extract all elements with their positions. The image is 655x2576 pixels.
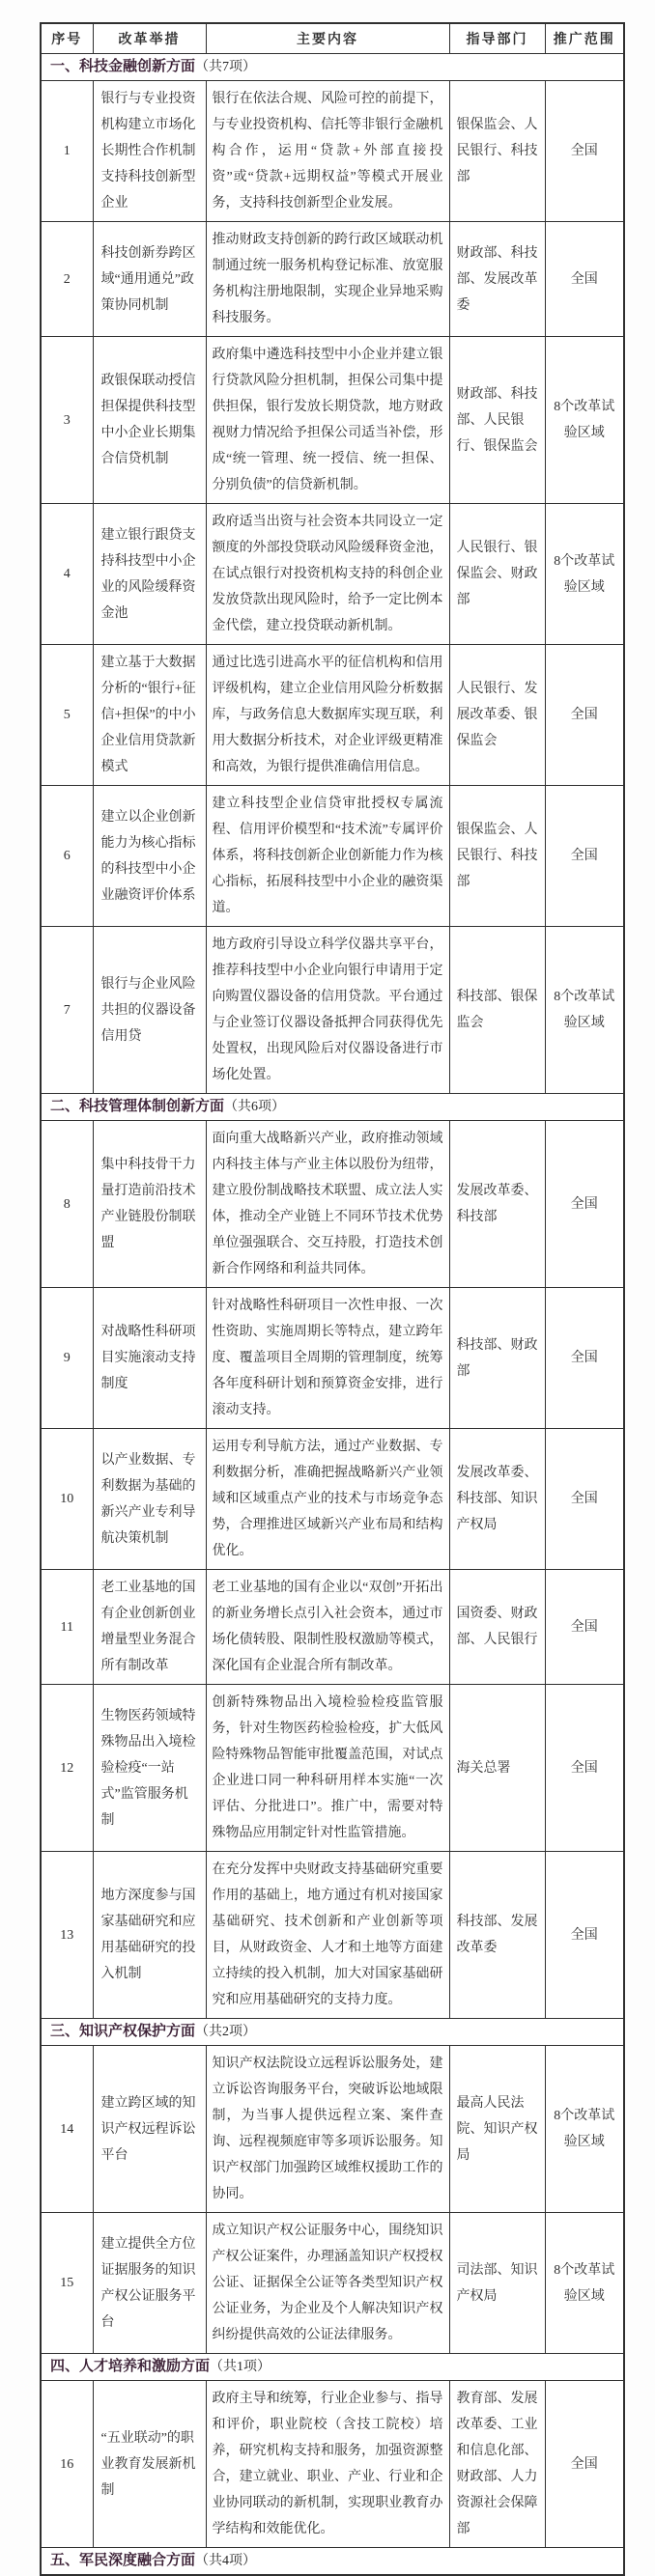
- row-number-cell: 5: [41, 645, 93, 786]
- row-number-cell: 7: [41, 927, 93, 1094]
- row-number-cell: 4: [41, 504, 93, 645]
- content-cell: 地方政府引导设立科学仪器共享平台，推荐科技型中小企业向银行申请用于定向购置仪器设备的信用贷款。平台通过与企业签订仪器设备抵押合同获得优先处置权，出现风险后对仪器设备进行市场化处置。: [206, 927, 449, 1094]
- department-cell: 银保监会、人民银行、科技部: [449, 786, 545, 927]
- section-count: （共1项）: [210, 2360, 271, 2374]
- column-header-4: 推广范围: [545, 23, 624, 54]
- content-cell: 知识产权法院设立远程诉讼服务处，建立诉讼咨询服务平台，突破诉讼地域限制，为当事人提供远程立案、案件查询、远程视频庭审等多项诉讼服务。知识产权部门加强跨区域维权援助工作的协同。: [206, 2046, 449, 2213]
- scope-cell: 全国: [545, 1429, 624, 1570]
- row-number-cell: 9: [41, 1288, 93, 1429]
- row-number-cell: 12: [41, 1685, 93, 1852]
- column-header-3: 指导部门: [449, 23, 545, 54]
- measure-cell: 以产业数据、专利数据为基础的新兴产业专利导航决策机制: [93, 1429, 206, 1570]
- section-title: 一、科技金融创新方面: [50, 59, 196, 74]
- table-row: [41, 222, 624, 337]
- content-cell: 银行在依法合规、风险可控的前提下，与专业投资机构、信托等非银行金融机构合作，运用“贷款+外部直接投资”或“贷款+远期权益”等模式开展业务，支持科技创新型企业发展。: [206, 81, 449, 222]
- row-number-cell: 3: [41, 337, 93, 504]
- table-row: [41, 504, 624, 645]
- scope-cell: 全国: [545, 1570, 624, 1685]
- section-title: 四、人才培养和激励方面: [50, 2359, 211, 2374]
- row-number-cell: 6: [41, 786, 93, 927]
- scope-cell: 全国: [545, 2381, 624, 2548]
- section-header-cell: [41, 2354, 624, 2381]
- section-header-cell: [41, 54, 624, 81]
- section-count: （共6项）: [224, 1100, 286, 1114]
- section-header-row: [41, 2019, 624, 2046]
- scope-cell: 8个改革试验区域: [545, 337, 624, 504]
- table-row: [41, 1121, 624, 1288]
- row-number-cell: 2: [41, 222, 93, 337]
- table-row: [41, 2213, 624, 2354]
- measure-cell: 银行与专业投资机构建立市场化长期性合作机制支持科技创新型企业: [93, 81, 206, 222]
- department-cell: 国资委、财政部、人民银行: [449, 1570, 545, 1685]
- section-count: （共4项）: [195, 2554, 257, 2568]
- row-number-cell: 8: [41, 1121, 93, 1288]
- content-cell: 运用专利导航方法，通过产业数据、专利数据分析，准确把握战略新兴产业领域和区域重点产业的技术与市场竞争态势，合理推进区域新兴产业布局和结构优化。: [206, 1429, 449, 1570]
- table-row: [41, 81, 624, 222]
- department-cell: 科技部、发展改革委: [449, 1852, 545, 2019]
- content-cell: 政府集中遴选科技型中小企业并建立银行贷款风险分担机制，担保公司集中提供担保，银行发放长期贷款，地方财政视财力情况给予担保公司适当补偿，形成“统一管理、统一授信、统一担保、分别负债”的信贷新机制。: [206, 337, 449, 504]
- reform-measures-table: [40, 22, 625, 2576]
- section-count: （共2项）: [195, 2025, 257, 2039]
- table-row: [41, 1570, 624, 1685]
- scope-cell: 8个改革试验区域: [545, 504, 624, 645]
- section-header-cell: [41, 2019, 624, 2046]
- measure-cell: 老工业基地的国有企业创新创业增量型业务混合所有制改革: [93, 1570, 206, 1685]
- department-cell: 教育部、发展改革委、工业和信息化部、财政部、人力资源社会保障部: [449, 2381, 545, 2548]
- content-cell: 政府适当出资与社会资本共同设立一定额度的外部投贷联动风险缓释资金池，在试点银行对投资机构支持的科创企业发放贷款出现风险时，给予一定比例本金代偿，建立投贷联动新机制。: [206, 504, 449, 645]
- content-cell: 通过比选引进高水平的征信机构和信用评级机构，建立企业信用风险分析数据库，与政务信息大数据库实现互联，利用大数据分析技术，对企业评级更精准和高效，为银行提供准确信用信息。: [206, 645, 449, 786]
- measure-cell: 银行与企业风险共担的仪器设备信用贷: [93, 927, 206, 1094]
- row-number-cell: 13: [41, 1852, 93, 2019]
- scope-cell: 8个改革试验区域: [545, 2046, 624, 2213]
- scope-cell: 全国: [545, 645, 624, 786]
- table-header-row: [41, 23, 624, 54]
- row-number-cell: 11: [41, 1570, 93, 1685]
- section-count: （共7项）: [195, 60, 257, 74]
- department-cell: 人民银行、发展改革委、银保监会: [449, 645, 545, 786]
- measure-cell: 科技创新券跨区域“通用通兑”政策协同机制: [93, 222, 206, 337]
- section-title: 三、知识产权保护方面: [50, 2024, 196, 2039]
- section-header-row: [41, 2354, 624, 2381]
- row-number-cell: 15: [41, 2213, 93, 2354]
- content-cell: 政府主导和统筹，行业企业参与、指导和评价，职业院校（含技工院校）培养，研究机构支持和服务，加强资源整合，建立就业、职业、产业、行业和企业协同联动的新机制，实现职业教育办学结构和效能优化。: [206, 2381, 449, 2548]
- scope-cell: 全国: [545, 81, 624, 222]
- section-header-row: [41, 1094, 624, 1121]
- department-cell: 科技部、银保监会: [449, 927, 545, 1094]
- row-number-cell: 14: [41, 2046, 93, 2213]
- content-cell: 推动财政支持创新的跨行政区域联动机制通过统一服务机构登记标准、放宽服务机构注册地限制，实现企业异地采购科技服务。: [206, 222, 449, 337]
- row-number-cell: 1: [41, 81, 93, 222]
- measure-cell: 建立银行跟贷支持科技型中小企业的风险缓释资金池: [93, 504, 206, 645]
- content-cell: 针对战略性科研项目一次性申报、一次性资助、实施周期长等特点，建立跨年度、覆盖项目全周期的管理制度，统筹各年度科研计划和预算资金安排，进行滚动支持。: [206, 1288, 449, 1429]
- column-header-1: 改革举措: [93, 23, 206, 54]
- section-title: 五、军民深度融合方面: [50, 2553, 196, 2568]
- measure-cell: 生物医药领域特殊物品出入境检验检疫“一站式”监管服务机制: [93, 1685, 206, 1852]
- measure-cell: 建立提供全方位证据服务的知识产权公证服务平台: [93, 2213, 206, 2354]
- department-cell: 最高人民法院、知识产权局: [449, 2046, 545, 2213]
- department-cell: 司法部、知识产权局: [449, 2213, 545, 2354]
- department-cell: 发展改革委、科技部、知识产权局: [449, 1429, 545, 1570]
- measure-cell: “五业联动”的职业教育发展新机制: [93, 2381, 206, 2548]
- scope-cell: 全国: [545, 1685, 624, 1852]
- table-row: [41, 927, 624, 1094]
- table-row: [41, 1852, 624, 2019]
- table-row: [41, 1288, 624, 1429]
- content-cell: 在充分发挥中央财政支持基础研究重要作用的基础上，地方通过有机对接国家基础研究、技术创新和产业创新等项目，从财政资金、人才和土地等方面建立持续的投入机制，加大对国家基础研究和应用基础研究的支持力度。: [206, 1852, 449, 2019]
- table-row: [41, 645, 624, 786]
- scope-cell: 全国: [545, 1121, 624, 1288]
- row-number-cell: 10: [41, 1429, 93, 1570]
- measure-cell: 政银保联动授信担保提供科技型中小企业长期集合信贷机制: [93, 337, 206, 504]
- scope-cell: 全国: [545, 1288, 624, 1429]
- content-cell: 面向重大战略新兴产业，政府推动领域内科技主体与产业主体以股份为纽带，建立股份制战略技术联盟、成立法人实体，推动全产业链上不同环节技术优势单位强强联合、交互持股，打造技术创新合作网络和利益共同体。: [206, 1121, 449, 1288]
- measure-cell: 建立以企业创新能力为核心指标的科技型中小企业融资评价体系: [93, 786, 206, 927]
- measure-cell: 对战略性科研项目实施滚动支持制度: [93, 1288, 206, 1429]
- scope-cell: 全国: [545, 1852, 624, 2019]
- section-header-cell: [41, 2548, 624, 2576]
- table-row: [41, 337, 624, 504]
- section-header-row: [41, 54, 624, 81]
- content-cell: 建立科技型企业信贷审批授权专属流程、信用评价模型和“技术流”专属评价体系，将科技创新企业创新能力作为核心指标，拓展科技型中小企业的融资渠道。: [206, 786, 449, 927]
- department-cell: 人民银行、银保监会、财政部: [449, 504, 545, 645]
- section-header-cell: [41, 1094, 624, 1121]
- table-row: [41, 2046, 624, 2213]
- department-cell: 财政部、科技部、发展改革委: [449, 222, 545, 337]
- department-cell: 财政部、科技部、人民银行、银保监会: [449, 337, 545, 504]
- column-header-2: 主要内容: [206, 23, 449, 54]
- section-header-row: [41, 2548, 624, 2576]
- scope-cell: 全国: [545, 222, 624, 337]
- scope-cell: 8个改革试验区域: [545, 927, 624, 1094]
- measure-cell: 地方深度参与国家基础研究和应用基础研究的投入机制: [93, 1852, 206, 2019]
- content-cell: 老工业基地的国有企业以“双创”开拓出的新业务增长点引入社会资本，通过市场化债转股、限制性股权激励等模式，深化国有企业混合所有制改革。: [206, 1570, 449, 1685]
- department-cell: 海关总署: [449, 1685, 545, 1852]
- department-cell: 银保监会、人民银行、科技部: [449, 81, 545, 222]
- scope-cell: 8个改革试验区域: [545, 2213, 624, 2354]
- table-row: [41, 1429, 624, 1570]
- column-header-0: 序号: [41, 23, 93, 54]
- row-number-cell: 16: [41, 2381, 93, 2548]
- measure-cell: 集中科技骨干力量打造前沿技术产业链股份制联盟: [93, 1121, 206, 1288]
- content-cell: 创新特殊物品出入境检验检疫监管服务，针对生物医药检验检疫，扩大低风险特殊物品智能审批覆盖范围，对试点企业进口同一种科研用样本实施“一次评估、分批进口”。推广中，需要对特殊物品应用制定针对性监管措施。: [206, 1685, 449, 1852]
- measure-cell: 建立基于大数据分析的“银行+征信+担保”的中小企业信用贷款新模式: [93, 645, 206, 786]
- table-row: [41, 1685, 624, 1852]
- scope-cell: 全国: [545, 786, 624, 927]
- department-cell: 发展改革委、科技部: [449, 1121, 545, 1288]
- table-row: [41, 2381, 624, 2548]
- content-cell: 成立知识产权公证服务中心，围绕知识产权公证案件，办理涵盖知识产权授权公证、证据保全公证等各类型知识产权公证业务，为企业及个人解决知识产权纠纷提供高效的公证法律服务。: [206, 2213, 449, 2354]
- measure-cell: 建立跨区域的知识产权远程诉讼平台: [93, 2046, 206, 2213]
- department-cell: 科技部、财政部: [449, 1288, 545, 1429]
- table-row: [41, 786, 624, 927]
- section-title: 二、科技管理体制创新方面: [50, 1099, 225, 1114]
